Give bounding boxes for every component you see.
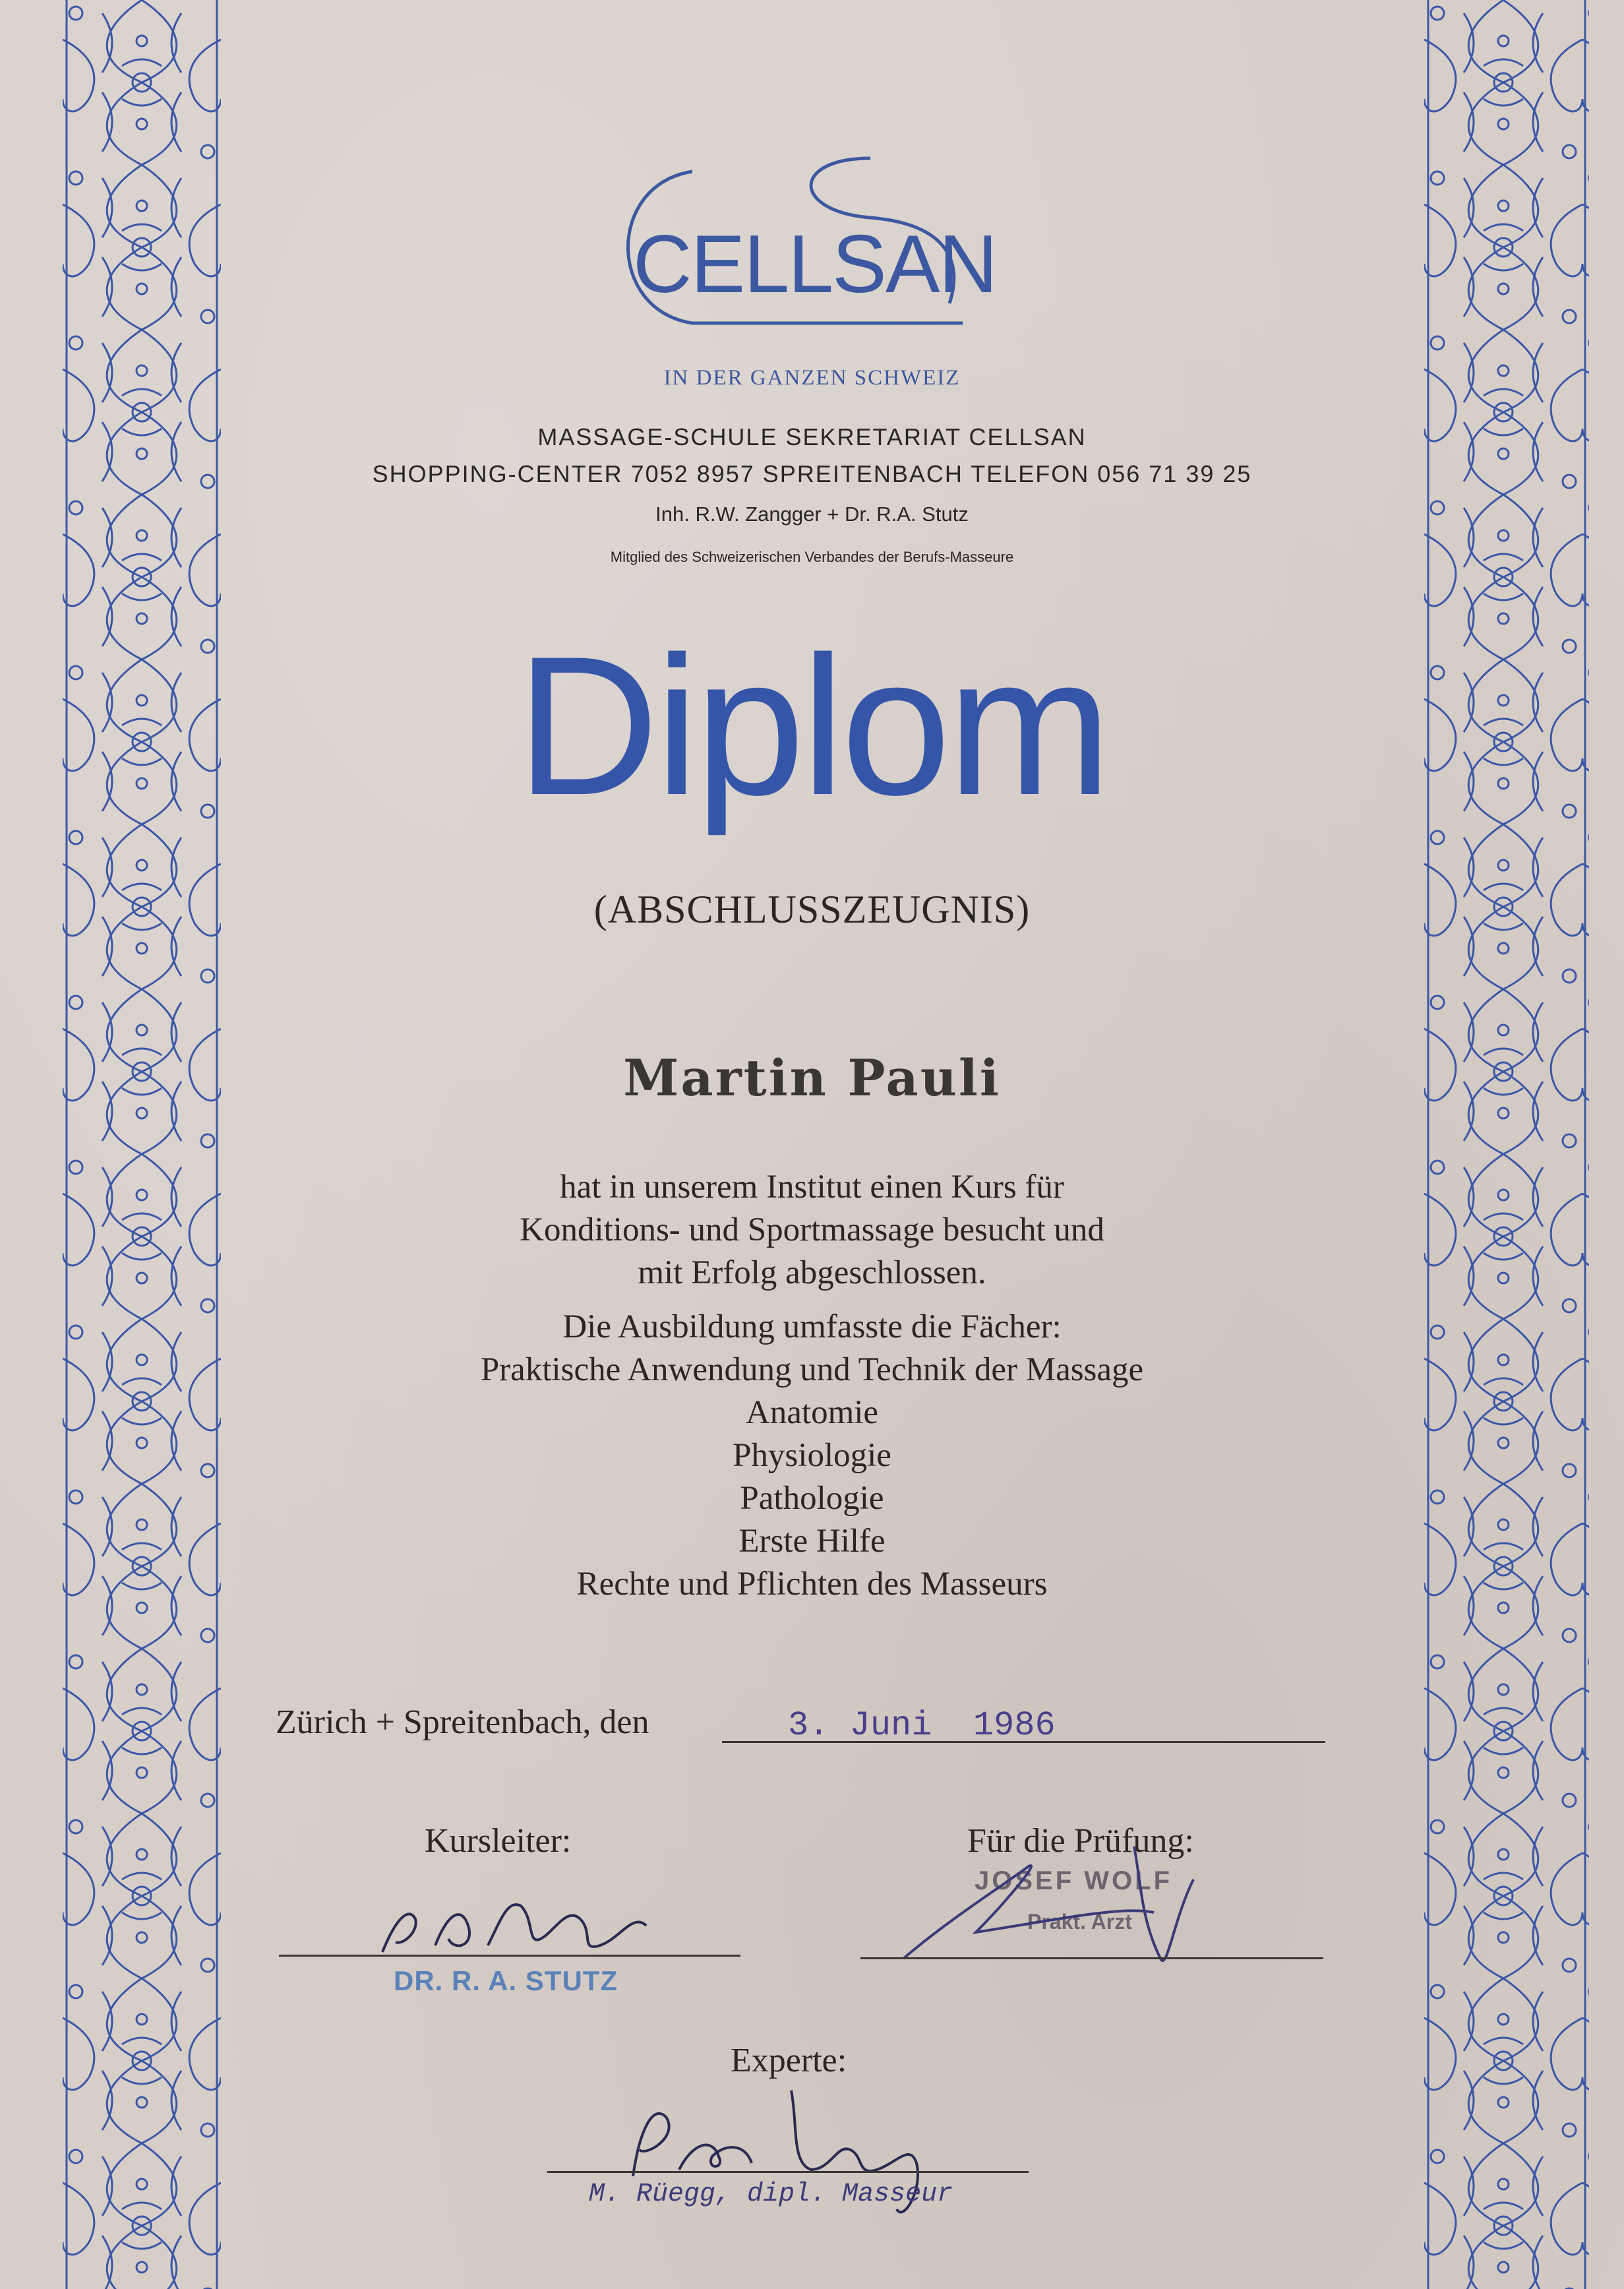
subject-item: Rechte und Pflichten des Masseurs	[576, 1566, 1048, 1602]
right-ornamental-border	[1424, 0, 1589, 2289]
statement-line: hat in unserem Institut einen Kurs für	[560, 1169, 1064, 1206]
expert-signature-line	[547, 2171, 1029, 2173]
course-leader-signature-line	[279, 1955, 740, 1957]
expert-name: M. Rüegg, dipl. Masseur	[589, 2180, 953, 2209]
exam-label: Für die Prüfung:	[967, 1822, 1194, 1860]
statement-block	[0, 1166, 1624, 1295]
exam-stamp: JOSEF WOLF	[975, 1866, 1172, 1895]
place-date-label: Zürich + Spreitenbach, den	[276, 1703, 649, 1741]
subject-item: Physiologie	[733, 1437, 891, 1474]
expert-signature	[620, 2077, 1002, 2236]
statement-line: mit Erfolg abgeschlossen.	[638, 1254, 986, 1291]
exam-signature	[897, 1840, 1213, 1992]
exam-stamp-subtitle: Prakt. Arzt	[1027, 1910, 1132, 1934]
recipient-name: Martin Pauli	[623, 1049, 1001, 1107]
course-leader-signature	[369, 1879, 712, 1965]
subject-item: Praktische Anwendung und Technik der Massage	[480, 1351, 1144, 1388]
subjects-block	[0, 1306, 1624, 1606]
membership-line: Mitglied des Schweizerischen Verbandes der Berufs-Masseure	[610, 549, 1014, 565]
address-line-1: MASSAGE-SCHULE SEKRETARIAT CELLSAN	[537, 423, 1087, 450]
statement-line: Konditions- und Sportmassage besucht und	[520, 1211, 1104, 1248]
owners-line: Inh. R.W. Zangger + Dr. R.A. Stutz	[655, 503, 969, 526]
certificate-title: Diplom	[516, 615, 1108, 836]
expert-label: Experte:	[731, 2042, 847, 2079]
tagline: IN DER GANZEN SCHWEIZ	[663, 366, 961, 390]
date-value: 3. Juni 1986	[788, 1706, 1056, 1745]
address-line-2: SHOPPING-CENTER 7052 8957 SPREITENBACH TELEFON 056 71 39 25	[372, 460, 1252, 487]
logo-wordmark: CELLSAN	[633, 219, 997, 310]
subjects-intro: Die Ausbildung umfasste die Fächer:	[562, 1308, 1062, 1345]
left-ornamental-border	[63, 0, 221, 2289]
course-leader-stamp: DR. R. A. STUTZ	[394, 1965, 618, 1996]
subject-item: Erste Hilfe	[738, 1523, 886, 1560]
certificate-subtitle: (ABSCHLUSSZEUGNIS)	[593, 888, 1031, 931]
subject-item: Pathologie	[740, 1480, 884, 1517]
course-leader-label: Kursleiter:	[425, 1822, 572, 1860]
subject-item: Anatomie	[745, 1394, 879, 1431]
exam-signature-line	[860, 1957, 1323, 1959]
